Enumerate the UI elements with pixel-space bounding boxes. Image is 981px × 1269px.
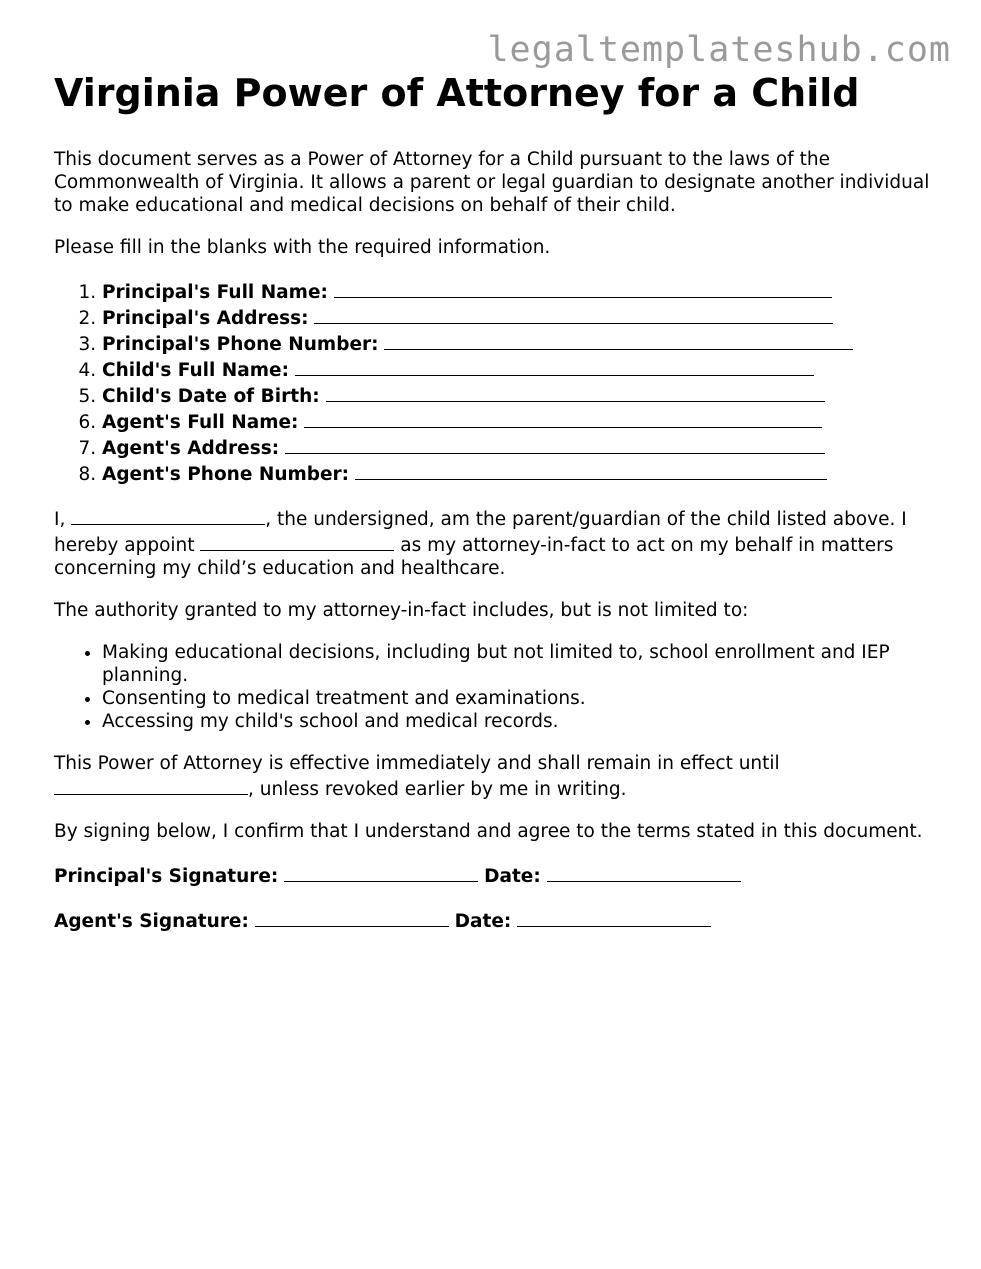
authority-item: • Consenting to medical treatment and examinations. bbox=[102, 687, 934, 710]
authority-list bbox=[54, 641, 934, 733]
field-principal-full-name bbox=[102, 278, 934, 304]
field-label: Child's Full Name: bbox=[102, 360, 289, 381]
field-label: Agent's Phone Number: bbox=[102, 464, 350, 485]
fill-in-blank[interactable] bbox=[326, 382, 825, 402]
field-label: Child's Date of Birth: bbox=[102, 386, 320, 407]
fill-in-blank[interactable] bbox=[285, 434, 825, 454]
field-label: Agent's Address: bbox=[102, 438, 280, 459]
fill-in-blank[interactable] bbox=[355, 460, 827, 480]
field-principal-phone bbox=[102, 330, 934, 356]
fill-in-blank[interactable] bbox=[314, 304, 833, 324]
field-label: Principal's Phone Number: bbox=[102, 334, 379, 355]
info-fields-list bbox=[54, 278, 934, 486]
field-child-dob bbox=[102, 382, 934, 408]
instructions-paragraph: Please fill in the blanks with the required information. bbox=[54, 237, 551, 258]
document bbox=[54, 70, 934, 952]
document-title: Virginia Power of Attorney for a Child bbox=[54, 71, 860, 115]
appointment-text: , the undersigned, am the parent/guardian of the child listed above. I hereby appoint bbox=[54, 509, 907, 556]
authority-intro: The authority granted to my attorney-in-fact includes, but is not limited to: bbox=[54, 600, 749, 621]
field-agent-address bbox=[102, 434, 934, 460]
appointment-paragraph bbox=[54, 505, 934, 580]
fill-in-blank[interactable] bbox=[304, 408, 822, 428]
principal-signature-blank[interactable] bbox=[284, 862, 478, 882]
agent-name-blank[interactable] bbox=[200, 531, 394, 551]
agent-signature-blank[interactable] bbox=[255, 907, 449, 927]
principal-date-blank[interactable] bbox=[547, 862, 741, 882]
fill-in-blank[interactable] bbox=[384, 330, 853, 350]
end-date-blank[interactable] bbox=[54, 775, 248, 795]
effective-paragraph bbox=[54, 752, 934, 801]
principal-name-blank[interactable] bbox=[71, 505, 265, 525]
appointment-text: as my attorney-in-fact to act on my behalf in matters concerning my child’s education and healthcare. bbox=[54, 535, 894, 579]
authority-item: • Accessing my child's school and medical records. bbox=[102, 710, 934, 733]
principal-signature-line bbox=[54, 862, 934, 888]
agent-signature-line bbox=[54, 907, 934, 933]
field-agent-full-name bbox=[102, 408, 934, 434]
effective-text: This Power of Attorney is effective immediately and shall remain in effect until bbox=[54, 753, 780, 774]
authority-item: • Making educational decisions, including but not limited to, school enrollment and IEP planning. bbox=[102, 641, 934, 687]
field-label: Principal's Full Name: bbox=[102, 282, 328, 303]
effective-text: , unless revoked earlier by me in writing. bbox=[248, 779, 627, 800]
fill-in-blank[interactable] bbox=[295, 356, 814, 376]
watermark: legaltemplateshub.com bbox=[487, 30, 951, 70]
appointment-text: I, bbox=[54, 509, 72, 530]
field-label: Principal's Address: bbox=[102, 308, 309, 329]
agent-signature-label: Agent's Signature: bbox=[54, 911, 249, 932]
field-child-full-name bbox=[102, 356, 934, 382]
date-label: Date: bbox=[454, 911, 512, 932]
field-agent-phone bbox=[102, 460, 934, 486]
intro-paragraph: This document serves as a Power of Attorney for a Child pursuant to the laws of the Commonwealth of Virginia. It allows a parent or legal guardian to designate another individual to make educational and medical decisions on behalf of their child. bbox=[54, 149, 930, 216]
date-label: Date: bbox=[484, 866, 541, 887]
confirmation-paragraph: By signing below, I confirm that I understand and agree to the terms stated in this document. bbox=[54, 821, 923, 842]
field-label: Agent's Full Name: bbox=[102, 412, 299, 433]
agent-date-blank[interactable] bbox=[517, 907, 711, 927]
fill-in-blank[interactable] bbox=[334, 278, 832, 298]
field-principal-address bbox=[102, 304, 934, 330]
principal-signature-label: Principal's Signature: bbox=[54, 866, 279, 887]
